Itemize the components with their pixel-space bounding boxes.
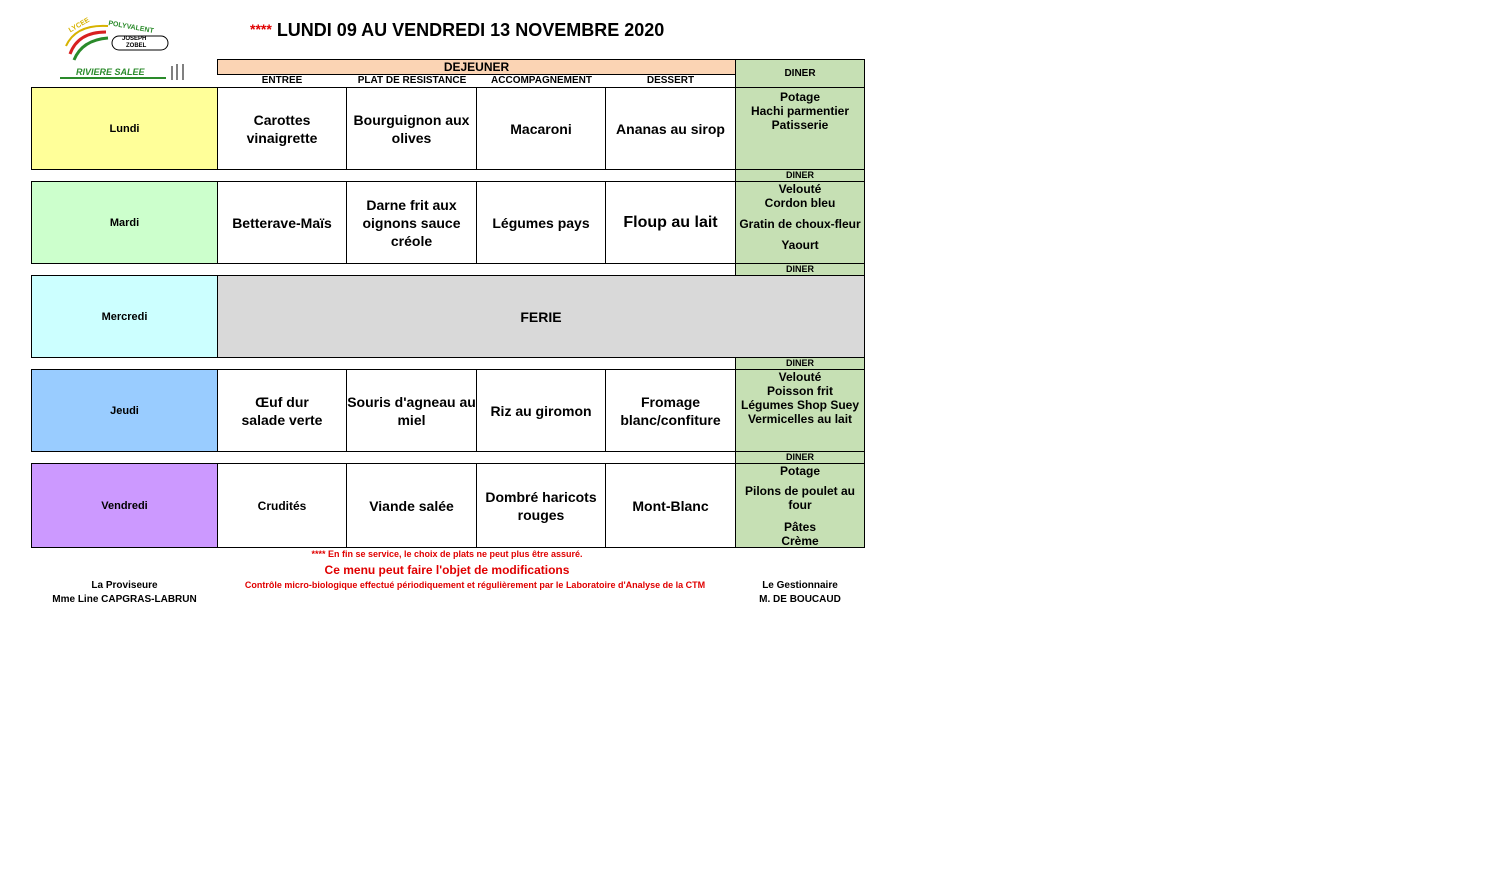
note-controle: Contrôle micro-biologique effectué périodiquement et régulièrement par le Laboratoire d'Analyse de la CTM xyxy=(244,580,706,590)
vendredi-entree: Crudités xyxy=(217,463,347,548)
diner-item: Gratin de choux-fleur xyxy=(739,217,861,231)
mardi-dessert: Floup au lait xyxy=(605,181,736,264)
note-modifications: Ce menu peut faire l'objet de modifications xyxy=(324,563,570,577)
day-lundi: Lundi xyxy=(31,87,218,170)
day-vendredi: Vendredi xyxy=(31,463,218,548)
diner-item: Pâtes xyxy=(783,520,817,534)
day-mardi: Mardi xyxy=(31,181,218,264)
proviseure-name: Mme Line CAPGRAS-LABRUN xyxy=(52,594,197,605)
diner-item: Patisserie xyxy=(771,118,829,132)
lundi-diner xyxy=(735,87,865,170)
diner-item: Yaourt xyxy=(781,238,819,252)
jeudi-plat: Souris d'agneau au miel xyxy=(346,369,477,452)
diner-item: Velouté xyxy=(778,182,822,196)
vendredi-plat: Viande salée xyxy=(346,463,477,548)
diner-item: Vermicelles au lait xyxy=(747,412,853,426)
jeudi-dessert: Fromage blanc/confiture xyxy=(605,369,736,452)
proviseure-role: La Proviseure xyxy=(91,580,158,591)
diner-label: DINER xyxy=(735,358,865,369)
mardi-accompagnement: Légumes pays xyxy=(476,181,606,264)
diner-label: DINER xyxy=(735,170,865,181)
mardi-diner xyxy=(735,181,865,264)
diner-item: Légumes Shop Suey xyxy=(740,398,860,412)
diner-label: DINER xyxy=(735,452,865,463)
note-service: **** En fin se service, le choix de plats ne peut plus être assuré. xyxy=(311,549,583,559)
day-mercredi: Mercredi xyxy=(31,275,218,358)
col-entree-header: ENTREE xyxy=(261,75,303,86)
jeudi-entree: Œuf dur salade verte xyxy=(217,369,347,452)
diner-item: Velouté xyxy=(778,370,822,384)
jeudi-accompagnement: Riz au giromon xyxy=(476,369,606,452)
diner-item: Poisson frit xyxy=(766,384,833,398)
col-dessert-header: DESSERT xyxy=(646,75,695,86)
diner-label: DINER xyxy=(735,264,865,275)
logo-arc-left: LYCEE xyxy=(67,16,91,35)
page-title xyxy=(250,20,770,44)
diner-item: Hachi parmentier xyxy=(750,104,850,118)
gestionnaire-name: M. DE BOUCAUD xyxy=(759,594,841,605)
logo-badge-line2: ZOBEL xyxy=(126,43,147,49)
title-text: LUNDI 09 AU VENDREDI 13 NOVEMBRE 2020 xyxy=(276,20,665,40)
dejeuner-header: DEJEUNER xyxy=(217,59,736,75)
gestionnaire-role: Le Gestionnaire xyxy=(762,580,838,591)
lundi-entree: Carottes vinaigrette xyxy=(217,87,347,170)
vendredi-dessert: Mont-Blanc xyxy=(605,463,736,548)
logo-arc-right: POLYVALENT xyxy=(107,20,155,35)
lundi-dessert: Ananas au sirop xyxy=(605,87,736,170)
lundi-plat: Bourguignon aux olives xyxy=(346,87,477,170)
mardi-entree: Betterave-Maïs xyxy=(217,181,347,264)
col-plat-header: PLAT DE RESISTANCE xyxy=(357,75,467,86)
mercredi-ferie: FERIE xyxy=(217,275,865,358)
school-logo xyxy=(56,16,190,82)
diner-item: Potage xyxy=(779,90,820,104)
diner-item: Crème xyxy=(781,534,819,548)
signature-proviseure xyxy=(31,579,218,607)
title-stars: **** xyxy=(250,21,272,37)
day-jeudi: Jeudi xyxy=(31,369,218,452)
diner-item: Pilons de poulet au four xyxy=(744,484,855,512)
signature-gestionnaire xyxy=(735,579,865,607)
jeudi-diner xyxy=(735,369,865,452)
logo-school-name: RIVIERE SALEE xyxy=(76,67,145,77)
vendredi-diner xyxy=(735,463,865,548)
diner-item: Cordon bleu xyxy=(764,196,836,210)
col-accompagnement-header: ACCOMPAGNEMENT xyxy=(491,75,592,86)
diner-item: Potage xyxy=(779,464,820,478)
mardi-plat: Darne frit aux oignons sauce créole xyxy=(346,181,477,264)
vendredi-accompagnement: Dombré haricots rouges xyxy=(476,463,606,548)
lundi-accompagnement: Macaroni xyxy=(476,87,606,170)
diner-header: DINER xyxy=(735,59,865,88)
logo-badge-line1: JOSEPH xyxy=(122,36,147,42)
